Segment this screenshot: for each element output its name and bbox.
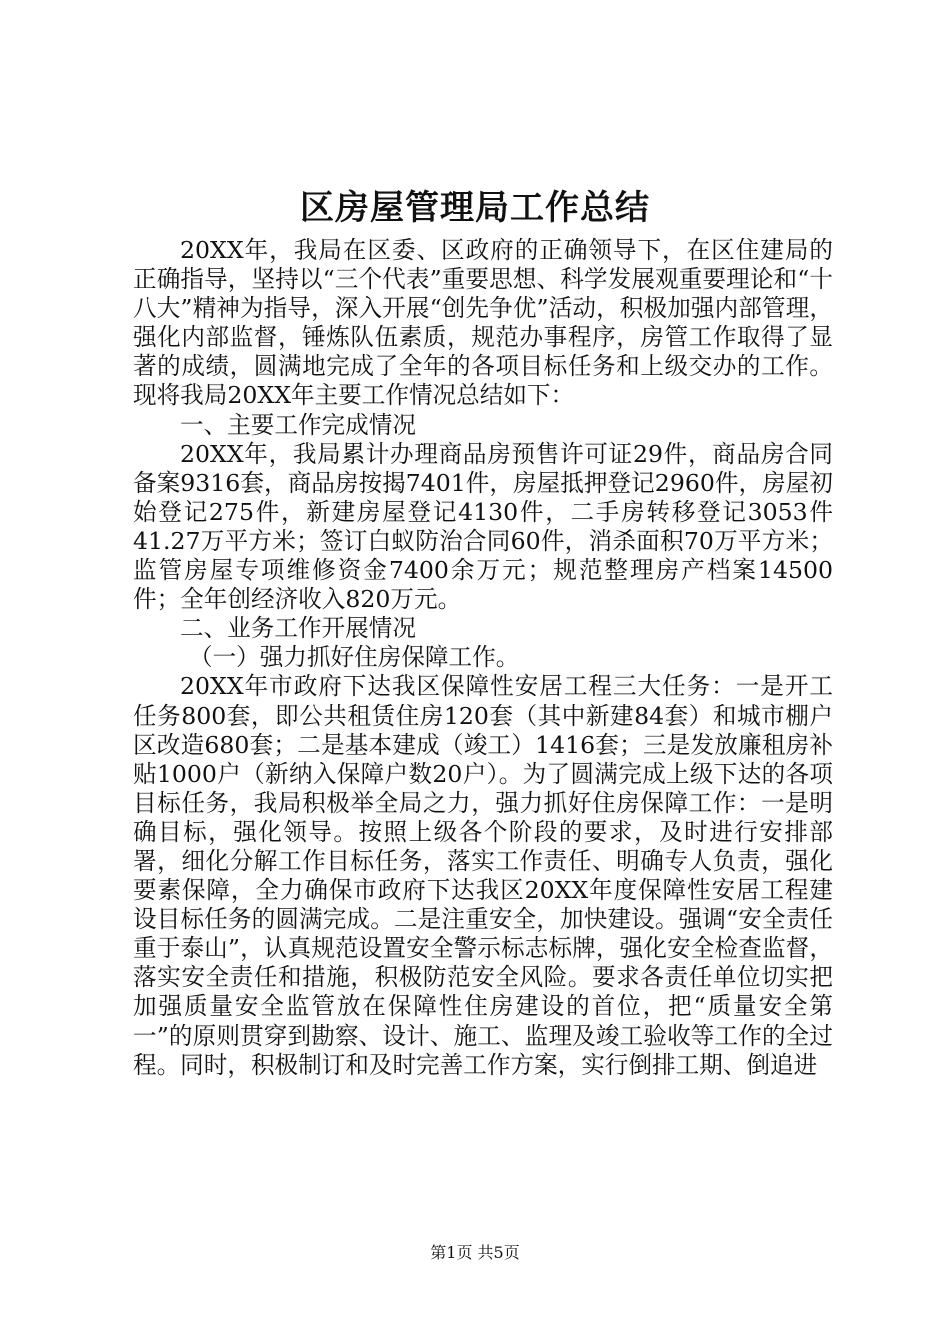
paragraph-intro: 20XX年，我局在区委、区政府的正确领导下，在区住建局的正确指导，坚持以“三个代表”重要思想、科学发展观重要理论和“十八大”精神为指导，深入开展“创先争优”活动，积极加强内部管理，强化内部监督，锤炼队伍素质，规范办事程序，房管工作取得了显著的成绩，圆满地完成了全年的各项目标任务和上级交办的工作。现将我局20XX年主要工作情况总结如下： [133, 236, 833, 410]
page-footer: 第1页 共5页 [430, 1243, 520, 1262]
section-heading-business-work: 二、业务工作开展情况 [180, 614, 416, 643]
section-heading-main-work: 一、主要工作完成情况 [180, 410, 416, 439]
paragraph-housing-security: 20XX年市政府下达我区保障性安居工程三大任务：一是开工任务800套，即公共租赁住房120套（其中新建84套）和城市棚户区改造680套；二是基本建成（竣工）1416套；三是发放廉租房补贴1000户（新纳入保障户数20户）。为了圆满完成上级下达的各项目标任务，我局积极举全局之力，强力抓好住房保障工作：一是明确目标，强化领导。按照上级各个阶段的要求，及时进行安排部署，细化分解工作目标任务，落实工作责任、明确专人负责，强化要素保障，全力确保市政府下达我区20XX年度保障性安居工程建设目标任务的圆满完成。二是注重安全，加快建设。强调“安全责任重于泰山”，认真规范设置安全警示标志标牌，强化安全检查监督，落实安全责任和措施，积极防范安全风险。要求各责任单位切实把加强质量安全监管放在保障性住房建设的首位，把“质量安全第一”的原则贯穿到勘察、设计、施工、监理及竣工验收等工作的全过程。同时，积极制订和及时完善工作方案，实行倒排工期、倒追进 [133, 672, 833, 1079]
paragraph-work-statistics: 20XX年，我局累计办理商品房预售许可证29件，商品房合同备案9316套，商品房按揭7401件，房屋抵押登记2960件，房屋初始登记275件，新建房屋登记4130件，二手房转移登记3053件41.27万平方米；签订白蚁防治合同60件，消杀面积70万平方米；监管房屋专项维修资金7400余万元；规范整理房产档案14500件；全年创经济收入820万元。 [133, 439, 833, 614]
subsection-heading-housing-security: （一）强力抓好住房保障工作。 [189, 643, 520, 672]
document-body [133, 236, 833, 1080]
page-title: 区房屋管理局工作总结 [300, 188, 650, 228]
